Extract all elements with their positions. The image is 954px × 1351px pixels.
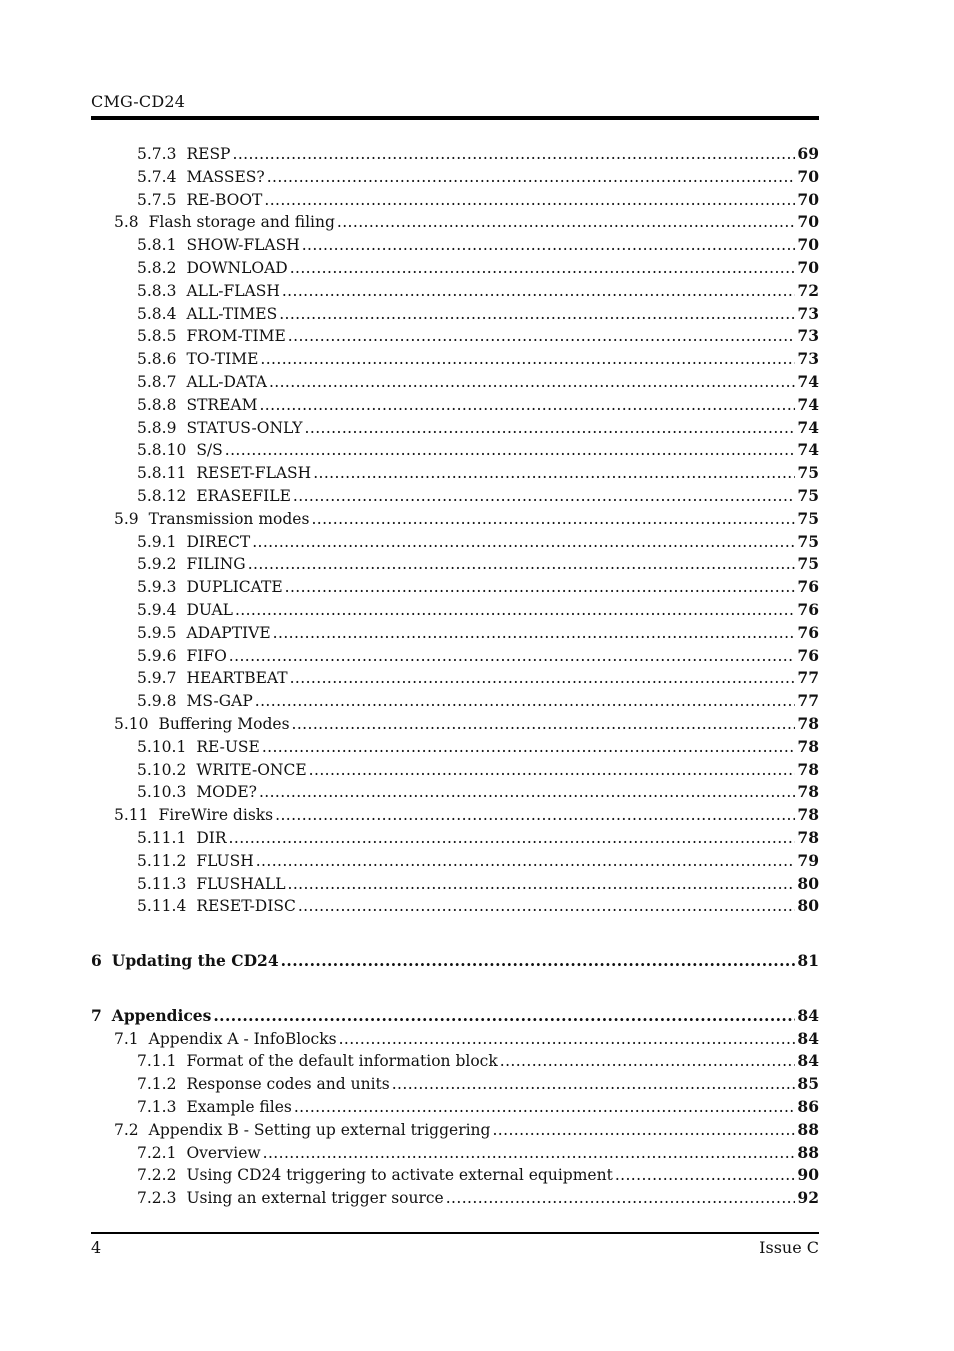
toc-entry-label: DOWNLOAD — [186, 258, 288, 277]
toc-entry[interactable] — [91, 1164, 819, 1187]
dot-leader — [259, 781, 795, 804]
toc-entry-number: 5.11.2 — [137, 851, 187, 870]
toc-entry-label: FLUSHALL — [196, 874, 286, 893]
dot-leader — [309, 759, 796, 782]
toc-entry-page: 88 — [797, 1119, 819, 1139]
dot-leader — [233, 143, 796, 166]
toc-entry[interactable] — [91, 394, 819, 417]
dot-leader — [229, 645, 796, 668]
dot-leader — [235, 599, 795, 622]
toc-entry-number: 5.11 — [114, 806, 149, 825]
toc-entry-page: 73 — [797, 326, 819, 346]
toc-entry[interactable] — [91, 234, 819, 257]
dot-leader — [337, 211, 796, 234]
toc-entry-label: MS-GAP — [186, 692, 253, 711]
toc-entry[interactable] — [91, 1005, 819, 1028]
toc-entry-number: 5.8 — [114, 213, 139, 232]
toc-entry[interactable] — [91, 645, 819, 668]
toc-entry-label: Overview — [186, 1143, 261, 1162]
toc-entry-label: Using CD24 triggering to activate external equipment — [186, 1166, 613, 1185]
toc-entry[interactable] — [91, 1028, 819, 1051]
dot-leader — [260, 348, 795, 371]
running-header: CMG-CD24 — [91, 92, 186, 111]
toc-entry[interactable] — [91, 1050, 819, 1073]
dot-leader — [339, 1028, 796, 1051]
toc-entry[interactable] — [91, 508, 819, 531]
toc-entry-label: DIRECT — [186, 532, 251, 551]
toc-entry-label: Format of the default information block — [186, 1052, 498, 1071]
toc-entry-page: 70 — [797, 212, 819, 232]
toc-entry[interactable] — [91, 599, 819, 622]
dot-leader — [290, 667, 796, 690]
toc-entry-page: 78 — [797, 759, 819, 779]
dot-leader — [302, 234, 796, 257]
toc-entry-page: 75 — [797, 531, 819, 551]
toc-entry-number: 5.8.1 — [137, 236, 177, 255]
toc-entry-page: 78 — [797, 782, 819, 802]
toc-entry-number: 5.8.8 — [137, 395, 177, 414]
toc-entry-number: 5.8.5 — [137, 327, 177, 346]
toc-entry-page: 84 — [797, 1005, 819, 1025]
toc-entry[interactable] — [91, 462, 819, 485]
dot-leader — [500, 1050, 796, 1073]
toc-entry[interactable] — [91, 553, 819, 576]
dot-leader — [255, 690, 796, 713]
toc-entry-label: RESP — [186, 145, 231, 163]
toc-entry[interactable] — [91, 713, 819, 736]
toc-entry-label: MASSES? — [186, 167, 265, 186]
toc-entry-number: 5.10 — [114, 714, 149, 733]
toc-entry-label: DUAL — [186, 600, 233, 619]
toc-entry-label: Appendix B - Setting up external triggering — [148, 1120, 491, 1139]
toc-entry-number: 5.9.2 — [137, 555, 177, 574]
toc-entry-page: 78 — [797, 713, 819, 733]
toc-entry-label: STREAM — [186, 395, 258, 414]
toc-entry-label: Flash storage and filing — [148, 213, 335, 232]
toc-entry[interactable] — [91, 781, 819, 804]
toc-entry[interactable] — [91, 873, 819, 896]
toc-entry-page: 85 — [797, 1074, 819, 1094]
toc-entry-number: 5.9.1 — [137, 532, 177, 551]
toc-entry[interactable] — [91, 895, 819, 918]
dot-leader — [263, 1142, 796, 1165]
dot-leader — [615, 1164, 796, 1187]
toc-entry-number: 5.9.6 — [137, 646, 177, 665]
page-number: 4 — [91, 1238, 102, 1257]
dot-leader — [275, 804, 795, 827]
dot-leader — [292, 713, 796, 736]
dot-leader — [294, 1096, 796, 1119]
toc-entry-page: 76 — [797, 622, 819, 642]
toc-entry-number: 7.2 — [114, 1120, 139, 1139]
toc-entry-number: 7.1 — [114, 1029, 139, 1048]
toc-entry[interactable] — [91, 759, 819, 782]
toc-entry-page: 70 — [797, 235, 819, 255]
toc-entry[interactable] — [91, 1119, 819, 1142]
toc-entry-number: 5.8.10 — [137, 441, 187, 460]
toc-entry-page: 78 — [797, 827, 819, 847]
dot-leader — [273, 622, 796, 645]
toc-entry[interactable] — [91, 211, 819, 234]
toc-entry-page: 80 — [797, 896, 819, 916]
toc-entry-page: 76 — [797, 645, 819, 665]
toc-entry[interactable] — [91, 1187, 819, 1210]
dot-leader — [269, 371, 795, 394]
toc-entry-number: 5.9.4 — [137, 600, 177, 619]
dot-leader — [267, 166, 796, 189]
dot-leader — [290, 257, 796, 280]
toc-entry-page: 79 — [797, 850, 819, 870]
toc-entry-label: STATUS-ONLY — [186, 418, 303, 437]
dot-leader — [256, 850, 796, 873]
dot-leader — [288, 325, 796, 348]
toc-entry-number: 5.10.2 — [137, 760, 187, 779]
table-of-contents — [91, 143, 819, 1210]
toc-entry[interactable] — [91, 667, 819, 690]
toc-entry[interactable] — [91, 531, 819, 554]
toc-entry-page: 75 — [797, 508, 819, 528]
toc-entry-number: 7.1.2 — [137, 1075, 177, 1094]
dot-leader — [293, 485, 796, 508]
toc-entry-number: 5.10.3 — [137, 783, 187, 802]
toc-entry[interactable] — [91, 303, 819, 326]
toc-entry-number: 5.9.8 — [137, 692, 177, 711]
toc-entry-page: 88 — [797, 1142, 819, 1162]
toc-entry-label: DUPLICATE — [186, 578, 283, 597]
toc-entry[interactable] — [91, 348, 819, 371]
toc-entry-number: 5.8.4 — [137, 304, 177, 323]
toc-entry-page: 70 — [797, 189, 819, 209]
toc-entry-number: 5.8.7 — [137, 372, 177, 391]
toc-entry[interactable] — [91, 189, 819, 212]
dot-leader — [229, 827, 796, 850]
toc-entry-label: Appendix A - InfoBlocks — [148, 1029, 337, 1048]
toc-entry-number: 5.11.3 — [137, 874, 187, 893]
toc-entry[interactable] — [91, 417, 819, 440]
toc-entry-number: 5.7.3 — [137, 145, 177, 163]
footer-rule — [91, 1232, 819, 1234]
toc-entry-page: 74 — [797, 371, 819, 391]
toc-entry[interactable] — [91, 257, 819, 280]
toc-entry-page: 70 — [797, 166, 819, 186]
toc-entry-page: 92 — [797, 1188, 819, 1208]
toc-entry-number: 7.2.3 — [137, 1189, 177, 1208]
dot-leader — [298, 895, 796, 918]
dot-leader — [252, 531, 795, 554]
dot-leader — [311, 508, 795, 531]
toc-entry-label: TO-TIME — [186, 350, 259, 369]
toc-entry-page: 75 — [797, 463, 819, 483]
dot-leader — [288, 873, 796, 896]
dot-leader — [392, 1073, 796, 1096]
toc-entry-label: Transmission modes — [148, 509, 310, 528]
toc-entry-page: 90 — [797, 1165, 819, 1185]
toc-entry-label: RE-USE — [196, 737, 260, 756]
toc-entry-number: 5.11.1 — [137, 828, 187, 847]
dot-leader — [305, 417, 796, 440]
toc-entry[interactable] — [91, 485, 819, 508]
toc-entry-number: 5.11.4 — [137, 897, 187, 916]
toc-entry[interactable] — [91, 827, 819, 850]
toc-entry[interactable] — [91, 950, 819, 973]
toc-entry-label: FireWire disks — [158, 806, 274, 825]
toc-entry-number: 5.8.6 — [137, 350, 177, 369]
toc-entry[interactable] — [91, 439, 819, 462]
toc-entry-number: 5.9.3 — [137, 578, 177, 597]
toc-entry[interactable] — [91, 804, 819, 827]
toc-entry-number: 5.9.5 — [137, 623, 177, 642]
toc-entry-label: RE-BOOT — [186, 190, 263, 209]
toc-entry[interactable] — [91, 325, 819, 348]
toc-entry-page: 74 — [797, 417, 819, 437]
toc-entry[interactable] — [91, 576, 819, 599]
toc-entry-label: S/S — [196, 441, 223, 460]
toc-entry-page: 73 — [797, 303, 819, 323]
toc-entry-label: RESET-DISC — [196, 897, 296, 916]
toc-entry-number: 5.10.1 — [137, 737, 187, 756]
toc-entry-label: ALL-FLASH — [186, 281, 280, 300]
toc-entry-number: 7.2.2 — [137, 1166, 177, 1185]
toc-entry-label: Updating the CD24 — [111, 951, 279, 971]
toc-entry-page: 77 — [797, 691, 819, 711]
dot-leader — [285, 576, 796, 599]
toc-entry-number: 7 — [91, 1005, 102, 1025]
toc-entry-number: 5.8.9 — [137, 418, 177, 437]
toc-entry-label: WRITE-ONCE — [196, 760, 307, 779]
toc-entry-number: 5.8.3 — [137, 281, 177, 300]
toc-entry-page: 84 — [797, 1051, 819, 1071]
toc-entry-label: FILING — [186, 555, 246, 574]
dot-leader — [313, 462, 795, 485]
toc-entry-number: 5.8.2 — [137, 258, 177, 277]
toc-entry[interactable] — [91, 736, 819, 759]
toc-entry-number: 5.7.4 — [137, 167, 177, 186]
toc-entry[interactable] — [91, 143, 819, 166]
toc-entry-number: 5.9.7 — [137, 669, 177, 688]
dot-leader — [248, 553, 796, 576]
toc-entry-number: 5.8.11 — [137, 464, 187, 483]
header-rule — [91, 116, 819, 120]
toc-entry[interactable] — [91, 1096, 819, 1119]
toc-entry-page: 72 — [797, 280, 819, 300]
toc-entry-page: 69 — [797, 144, 819, 163]
toc-entry-page: 76 — [797, 577, 819, 597]
dot-leader — [492, 1119, 795, 1142]
dot-leader — [259, 394, 795, 417]
toc-entry-label: Using an external trigger source — [186, 1189, 444, 1208]
toc-entry-page: 75 — [797, 485, 819, 505]
toc-entry-number: 5.8.12 — [137, 486, 187, 505]
toc-entry[interactable] — [91, 1142, 819, 1165]
issue-label: Issue C — [759, 1238, 819, 1257]
toc-entry[interactable] — [91, 1073, 819, 1096]
toc-entry-label: Buffering Modes — [158, 714, 290, 733]
toc-entry-label: ADAPTIVE — [186, 623, 271, 642]
toc-entry-number: 6 — [91, 951, 102, 971]
toc-entry-label: FIFO — [186, 646, 227, 665]
toc-entry[interactable] — [91, 622, 819, 645]
toc-entry[interactable] — [91, 850, 819, 873]
toc-entry-label: FROM-TIME — [186, 327, 286, 346]
toc-entry[interactable] — [91, 371, 819, 394]
toc-entry-page: 80 — [797, 873, 819, 893]
toc-entry-label: Response codes and units — [186, 1075, 390, 1094]
toc-entry-label: HEARTBEAT — [186, 669, 288, 688]
dot-leader — [446, 1187, 796, 1210]
toc-entry[interactable] — [91, 690, 819, 713]
toc-entry-page: 73 — [797, 349, 819, 369]
toc-entry-number: 7.1.1 — [137, 1052, 177, 1071]
toc-entry-page: 70 — [797, 257, 819, 277]
dot-leader — [279, 303, 795, 326]
toc-entry-page: 78 — [797, 736, 819, 756]
toc-entry-page: 86 — [797, 1097, 819, 1117]
toc-entry-number: 5.7.5 — [137, 190, 177, 209]
dot-leader — [213, 1005, 795, 1028]
toc-entry-label: MODE? — [196, 783, 257, 802]
toc-entry-label: Example files — [186, 1098, 292, 1117]
dot-leader — [281, 950, 796, 973]
toc-entry[interactable] — [91, 280, 819, 303]
toc-entry-label: DIR — [196, 828, 227, 847]
toc-entry-label: ALL-TIMES — [186, 304, 278, 323]
toc-entry-page: 84 — [797, 1028, 819, 1048]
toc-entry-page: 81 — [797, 951, 819, 971]
toc-entry-label: ALL-DATA — [186, 372, 267, 391]
toc-entry-label: FLUSH — [196, 851, 254, 870]
toc-entry-label: Appendices — [111, 1005, 212, 1025]
dot-leader — [225, 439, 796, 462]
toc-entry-page: 77 — [797, 668, 819, 688]
toc-entry-label: ERASEFILE — [196, 486, 291, 505]
toc-entry-number: 7.1.3 — [137, 1098, 177, 1117]
dot-leader — [264, 189, 795, 212]
toc-entry-page: 76 — [797, 599, 819, 619]
toc-entry-page: 74 — [797, 440, 819, 460]
toc-entry-number: 7.2.1 — [137, 1143, 177, 1162]
toc-entry-label: RESET-FLASH — [196, 464, 312, 483]
dot-leader — [282, 280, 796, 303]
toc-entry-page: 74 — [797, 394, 819, 414]
toc-entry-page: 75 — [797, 554, 819, 574]
toc-entry-label: SHOW-FLASH — [186, 236, 300, 255]
toc-entry[interactable] — [91, 166, 819, 189]
dot-leader — [262, 736, 796, 759]
toc-entry-number: 5.9 — [114, 509, 139, 528]
toc-entry-page: 78 — [797, 805, 819, 825]
